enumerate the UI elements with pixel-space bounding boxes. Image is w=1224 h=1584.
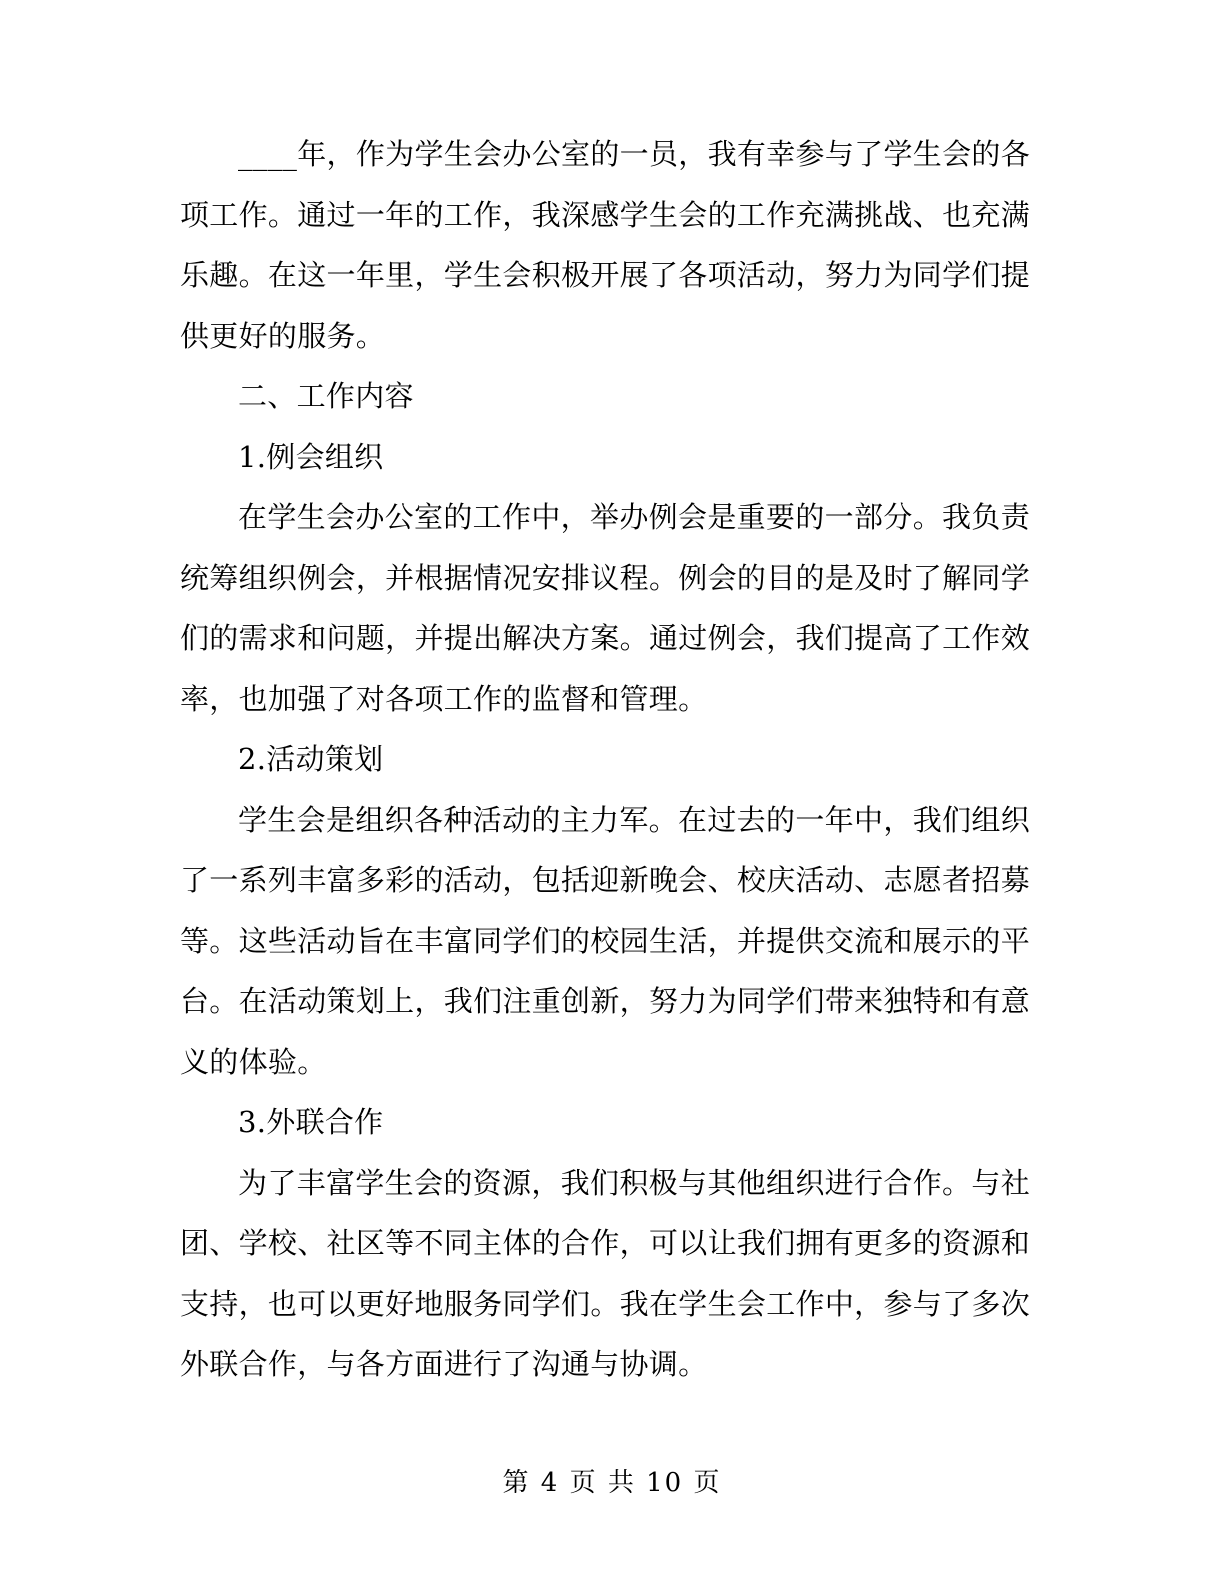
subheading-regular-meetings: 1.例会组织 bbox=[238, 439, 384, 474]
section-heading-work-content: 二、工作内容 bbox=[238, 379, 414, 413]
subheading-external-cooperation: 3.外联合作 bbox=[238, 1105, 384, 1139]
subheading-activity-planning: 2.活动策划 bbox=[238, 742, 384, 776]
cooperation-paragraph: 为了丰富学生会的资源，我们积极与其他组织进行合作。与社团、学校、社区等不同主体的合作，可以让我们拥有更多的资源和支持，也可以更好地服务同学们。我在学生会工作中，参与了多次外联合作，与各方面进行了沟通与协调。 bbox=[180, 1165, 1030, 1381]
document-body bbox=[180, 124, 1030, 1395]
activity-paragraph: 学生会是组织各种活动的主力军。在过去的一年中，我们组织了一系列丰富多彩的活动，包括迎新晚会、校庆活动、志愿者招募等。这些活动旨在丰富同学们的校园生活，并提供交流和展示的平台。在活动策划上，我们注重创新，努力为同学们带来独特和有意义的体验。 bbox=[180, 802, 1030, 1079]
page-number-footer: 第 4 页 共 10 页 bbox=[502, 1468, 722, 1498]
intro-paragraph: ____年，作为学生会办公室的一员，我有幸参与了学生会的各项工作。通过一年的工作，我深感学生会的工作充满挑战、也充满乐趣。在这一年里，学生会积极开展了各项活动，努力为同学们提供更好的服务。 bbox=[180, 137, 1030, 353]
meetings-paragraph: 在学生会办公室的工作中，举办例会是重要的一部分。我负责统筹组织例会，并根据情况安排议程。例会的目的是及时了解同学们的需求和问题，并提出解决方案。通过例会，我们提高了工作效率，也加强了对各项工作的监督和管理。 bbox=[180, 500, 1030, 716]
